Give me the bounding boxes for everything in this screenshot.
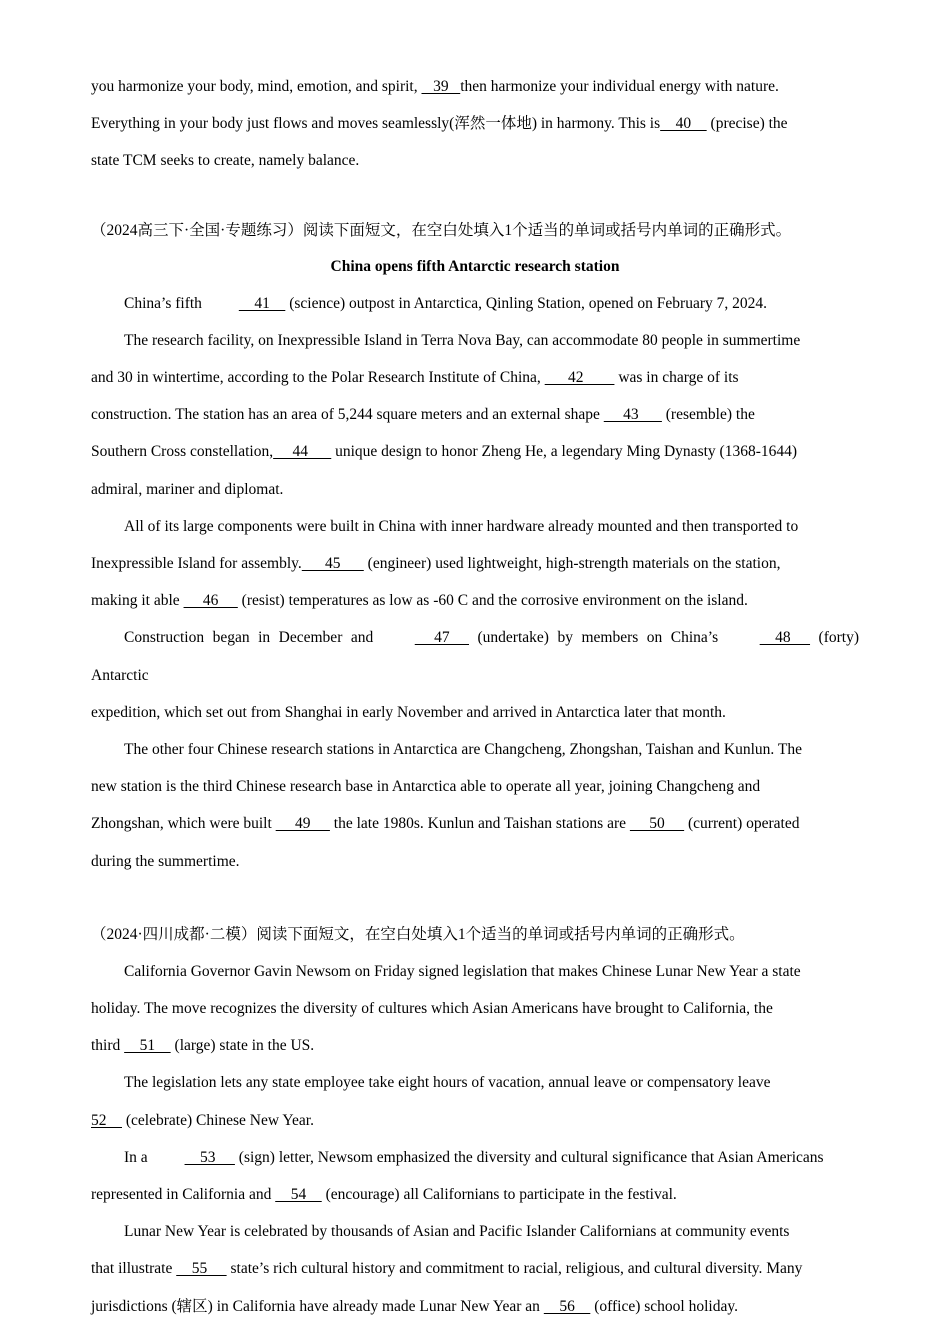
answer-blank[interactable]: 41 xyxy=(238,294,286,312)
paragraph xyxy=(91,619,859,731)
text-segment: (sign) letter, Newsom emphasized the diversity and cultural significance that Asian Americans xyxy=(234,1148,824,1166)
text-line xyxy=(91,1139,859,1176)
paragraph xyxy=(91,1064,859,1138)
text-segment: (current) operated xyxy=(684,815,800,833)
text-segment: state’s rich cultural history and commitment to racial, religious, and cultural diversity. Many xyxy=(226,1260,803,1278)
paragraph xyxy=(91,1213,859,1325)
text-segment: unique design to honor Zheng He, a legendary Ming Dynasty (1368-1644) xyxy=(331,443,798,461)
text-line xyxy=(91,1213,859,1250)
paragraph xyxy=(91,508,859,620)
answer-blank[interactable]: 42 xyxy=(544,369,615,387)
answer-blank[interactable]: 43 xyxy=(603,406,662,424)
text-line xyxy=(91,582,859,619)
text-segment: Lunar New Year is celebrated by thousands of Asian and Pacific Islander Californians at community events xyxy=(124,1223,790,1241)
section-source-label: （2024高三下·全国·专题练习）阅读下面短文，在空白处填入1个适当的单词或括号内单词的正确形式。 xyxy=(91,221,792,239)
text-line xyxy=(91,694,859,731)
text-line xyxy=(91,805,859,842)
text-segment: construction. The station has an area of 5,244 square meters and an external shape xyxy=(91,406,604,424)
passage-section-2 xyxy=(91,212,859,880)
text-segment: admiral, mariner and diplomat. xyxy=(91,480,284,498)
text-line xyxy=(91,619,859,693)
text-line xyxy=(91,105,859,142)
answer-blank[interactable]: 44 xyxy=(273,443,332,461)
text-segment: third xyxy=(91,1037,125,1055)
answer-blank[interactable]: 53 xyxy=(184,1148,235,1166)
text-line xyxy=(91,990,859,1027)
answer-blank[interactable]: 54 xyxy=(275,1186,322,1204)
text-segment: new station is the third Chinese research base in Antarctica able to operate all year, joining Changcheng and xyxy=(91,778,761,796)
text-line xyxy=(91,396,859,433)
text-segment: Southern Cross constellation, xyxy=(91,443,274,461)
paragraph xyxy=(91,953,859,1065)
text-segment: was in charge of its xyxy=(614,369,739,387)
answer-blank[interactable]: 49 xyxy=(275,815,330,833)
text-segment: and 30 in wintertime, according to the Polar Research Institute of China, xyxy=(91,369,545,387)
text-segment: Everything in your body just flows and moves seamlessly(浑然一体地) in harmony. This is xyxy=(91,115,661,133)
text-segment: In a xyxy=(124,1148,152,1166)
text-line xyxy=(91,1027,859,1064)
text-segment: (resist) temperatures as low as -60 C and the corrosive environment on the island. xyxy=(237,592,748,610)
answer-blank[interactable]: 56 xyxy=(543,1297,591,1315)
text-segment: The research facility, on Inexpressible Island in Terra Nova Bay, can accommodate 80 people in summertime xyxy=(124,331,801,349)
answer-blank[interactable]: 51 xyxy=(124,1037,171,1055)
answer-blank[interactable]: 40 xyxy=(660,115,707,133)
text-segment: jurisdictions (辖区) in California have already made Lunar New Year an xyxy=(91,1297,544,1315)
text-segment: All of its large components were built in China with inner hardware already mounted and then transported to xyxy=(124,517,799,535)
text-line xyxy=(91,545,859,582)
text-segment: (resemble) the xyxy=(661,406,755,424)
text-line xyxy=(91,768,859,805)
text-segment: (undertake) by members on China’s xyxy=(469,629,727,647)
text-segment: (engineer) used lightweight, high-strength materials on the station, xyxy=(363,555,781,573)
passage-body xyxy=(91,285,859,880)
answer-blank[interactable]: 46 xyxy=(183,592,238,610)
text-segment: Construction began in December and xyxy=(124,629,382,647)
text-segment: making it able xyxy=(91,592,184,610)
text-segment: (precise) the xyxy=(706,115,788,133)
answer-blank[interactable]: 47 xyxy=(414,629,469,647)
paragraph xyxy=(91,285,859,322)
answer-blank[interactable]: 45 xyxy=(301,555,364,573)
document-content xyxy=(91,68,859,1325)
text-line xyxy=(91,471,859,508)
text-line xyxy=(91,322,859,359)
text-segment: The legislation lets any state employee take eight hours of vacation, annual leave or compensatory leave xyxy=(124,1074,771,1092)
text-line xyxy=(91,1064,859,1101)
answer-blank[interactable]: 48 xyxy=(759,629,811,647)
text-line xyxy=(91,843,859,880)
passage-section-1 xyxy=(91,68,859,180)
text-line xyxy=(91,433,859,470)
text-segment: China’s fifth xyxy=(124,294,206,312)
text-line xyxy=(91,731,859,768)
section-source-label: （2024·四川成都·二模）阅读下面短文，在空白处填入1个适当的单词或括号内单词的正确形式。 xyxy=(91,925,745,943)
text-segment: expedition, which set out from Shanghai in early November and arrived in Antarctica later that month. xyxy=(91,703,726,721)
passage-title: China opens fifth Antarctic research station xyxy=(330,257,620,275)
text-segment: (science) outpost in Antarctica, Qinling Station, opened on February 7, 2024. xyxy=(285,294,768,312)
text-segment: holiday. The move recognizes the diversity of cultures which Asian Americans have brought to California, the xyxy=(91,1000,773,1018)
text-segment: Zhongshan, which were built xyxy=(91,815,276,833)
text-line xyxy=(91,142,859,179)
text-segment: (large) state in the US. xyxy=(170,1037,315,1055)
text-segment: Inexpressible Island for assembly. xyxy=(91,555,302,573)
answer-blank[interactable]: 50 xyxy=(629,815,685,833)
answer-blank[interactable]: 55 xyxy=(176,1260,227,1278)
paragraph xyxy=(91,322,859,508)
text-line xyxy=(91,508,859,545)
text-segment: (forty) Antarctic xyxy=(91,629,859,684)
text-line xyxy=(91,68,859,105)
text-segment: The other four Chinese research stations in Antarctica are Changcheng, Zhongshan, Taishan and Kunlun. The xyxy=(124,741,802,759)
text-segment: represented in California and xyxy=(91,1186,276,1204)
text-segment: you harmonize your body, mind, emotion, and spirit, xyxy=(91,78,422,95)
text-line xyxy=(91,285,859,322)
text-segment: (office) school holiday. xyxy=(590,1297,738,1315)
text-segment: during the summertime. xyxy=(91,852,240,870)
text-segment: the late 1980s. Kunlun and Taishan stations are xyxy=(329,815,630,833)
text-line xyxy=(91,359,859,396)
text-segment: that illustrate xyxy=(91,1260,177,1278)
text-segment: state TCM seeks to create, namely balance. xyxy=(91,152,360,170)
paragraph xyxy=(91,1139,859,1213)
text-line xyxy=(91,1250,859,1287)
text-line xyxy=(91,953,859,990)
text-segment: California Governor Gavin Newsom on Friday signed legislation that makes Chinese Lunar New Year a state xyxy=(124,962,801,980)
answer-blank[interactable]: 52 xyxy=(91,1111,122,1129)
passage-section-3 xyxy=(91,916,859,1325)
text-segment: then harmonize your individual energy with nature. xyxy=(460,78,779,95)
text-segment: (celebrate) Chinese New Year. xyxy=(122,1111,314,1129)
text-line xyxy=(91,1102,859,1139)
paragraph xyxy=(91,731,859,880)
text-line xyxy=(91,1288,859,1325)
answer-blank[interactable]: 39 xyxy=(421,78,461,95)
text-segment: (encourage) all Californians to participate in the festival. xyxy=(321,1186,677,1204)
text-line xyxy=(91,1176,859,1213)
passage-body xyxy=(91,953,859,1325)
